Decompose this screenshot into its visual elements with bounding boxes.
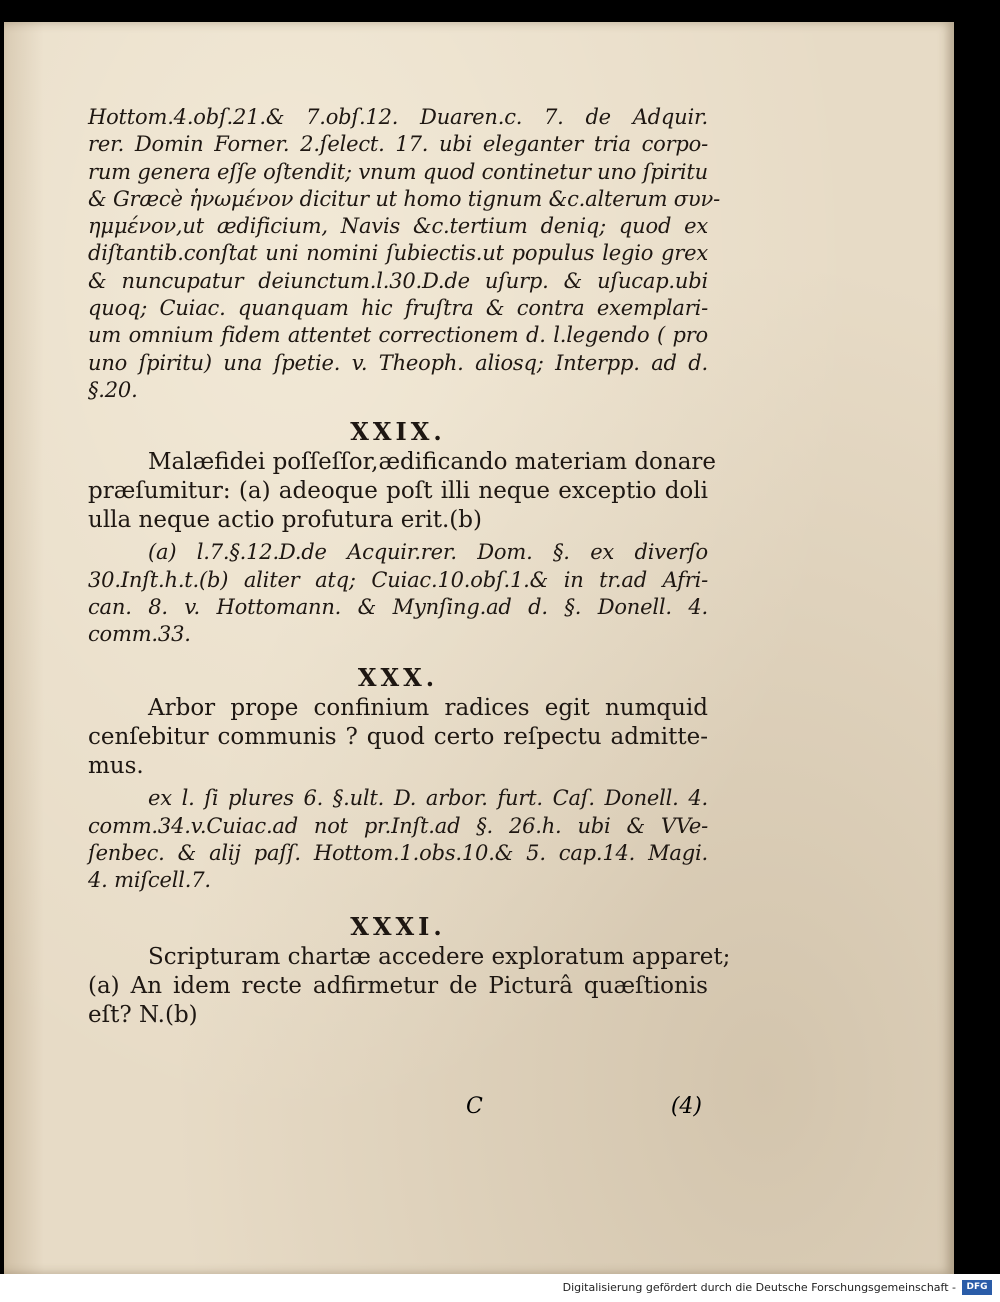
- footnote-line: Hottom.4.obſ.21.& 7.obſ.12. Duaren.c. 7. de Adquir.: [88, 105, 708, 129]
- footnote-line: (a) l.7.§.12.D.de Acquir.rer. Dom. §. ex diverſo: [148, 540, 708, 565]
- body-line: cenſebitur communis ? quod certo reſpectu admitte-: [88, 724, 708, 751]
- footnote-block-top: [88, 104, 720, 404]
- footnote-line: 30.Inſt.h.t.(b) aliter atq; Cuiac.10.obſ.1.& in tr.ad Afri-: [88, 567, 708, 592]
- page-text: [88, 104, 731, 1030]
- footnote-line: ημμένον,ut ædificium, Navis &c.tertium deniq; quod ex: [88, 214, 708, 239]
- footnote-line: ex l. ſi plures 6. §.ult. D. arbor. furt. Caſ. Donell. 4.: [148, 786, 708, 811]
- dfg-logo-icon: DFG: [962, 1280, 992, 1295]
- page-footer: [88, 1094, 708, 1124]
- footnote-line: can. 8. v. Hottomann. & Mynſing.ad d. §. Donell. 4.: [88, 594, 708, 619]
- catchword: (4): [670, 1094, 702, 1119]
- section-heading-30: XXX.: [357, 663, 439, 693]
- footnote-block-29: [88, 539, 708, 648]
- section-heading-31: XXXI.: [350, 911, 446, 941]
- body-line: ulla neque actio profutura erit.(b): [88, 507, 482, 534]
- footnote-line: uno ſpiritu) una ſpetie. v. Theoph. aliosq; Interpp. ad d.: [88, 350, 708, 375]
- credit-bar: [0, 1274, 1000, 1302]
- body-line: (a) An idem recte adfirmetur de Picturâ quæſtionis: [88, 972, 708, 999]
- footnote-block-30: [88, 785, 708, 894]
- section-text-31: [88, 943, 731, 1030]
- footnote-line: comm.33.: [88, 622, 191, 647]
- body-line: Malæfidei poſſeſſor,ædificando materiam donare: [148, 449, 717, 476]
- footnote-line: 4. miſcell.7.: [88, 868, 211, 893]
- body-line: eſt? N.(b): [88, 1001, 198, 1028]
- footnote-line: um omnium fidem attentet correctionem d. l.legendo ( pro: [88, 323, 708, 348]
- credit-text: Digitalisierung gefördert durch die Deutsche Forschungsgemeinschaft -: [562, 1281, 956, 1294]
- section-text-30: [88, 694, 708, 781]
- footnote-line: diſtantib.conſtat uni nomini ſubiectis.ut populus legio grex: [88, 241, 708, 266]
- body-line: Scripturam chartæ accedere exploratum apparet;: [148, 943, 731, 970]
- signature-mark: C: [466, 1094, 483, 1119]
- footnote-line: & Græcè ἡνωμένον dicitur ut homo tignum &c.alterum συν-: [88, 186, 720, 211]
- footnote-line: rum genera eſſe oſtendit; vnum quod continetur uno ſpiritu: [88, 159, 708, 184]
- book-page: [4, 22, 954, 1274]
- section-text-29: [88, 448, 717, 535]
- body-line: mus.: [88, 753, 144, 780]
- footnote-line: §.20.: [88, 377, 138, 402]
- body-line: Arbor prope confinium radices egit numquid: [148, 695, 708, 722]
- body-line: præſumitur: (a) adeoque poſt illi neque exceptio doli: [88, 478, 708, 505]
- footnote-line: comm.34.v.Cuiac.ad not pr.Inſt.ad §. 26.h. ubi & VVe-: [88, 813, 708, 838]
- footnote-line: rer. Domin Forner. 2.ſelect. 17. ubi eleganter tria corpo-: [88, 132, 708, 157]
- section-heading-29: XXIX.: [350, 417, 446, 447]
- footnote-line: quoq; Cuiac. quanquam hic fruſtra & contra exemplari-: [88, 296, 708, 321]
- footnote-line: & nuncupatur deiunctum.l.30.D.de uſurp. & uſucap.ubi: [88, 268, 708, 293]
- footnote-line: ſenbec. & alij paſſ. Hottom.1.obs.10.& 5. cap.14. Magi.: [88, 841, 708, 866]
